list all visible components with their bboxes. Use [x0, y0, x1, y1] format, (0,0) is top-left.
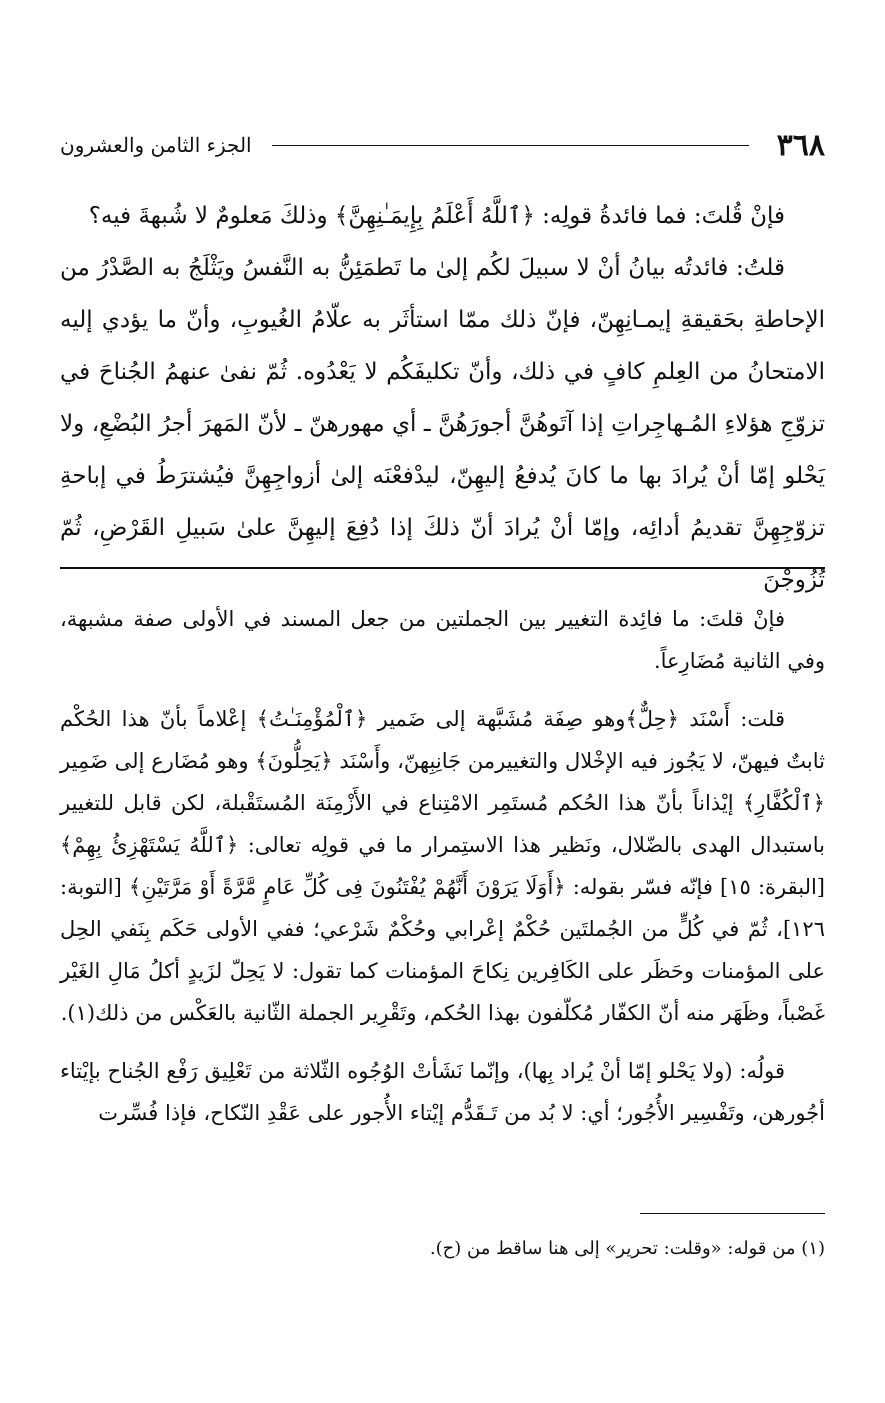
header-rule [272, 145, 749, 146]
commentary-paragraph-answer: قلت: أَسْنَد ﴿حِلٌّ﴾وهو صِفَة مُشَبَّهة إلى ضَمير ﴿ٱلْمُؤْمِنَـٰتُ﴾ إعْلاماً بأنّ هذا الحُكْم ثابتٌ فيهنّ، لا يَجُوز فيه الإخْلال والتغييرمن جَانِبِهنّ، وأَسْنَد ﴿يَحِلُّونَ﴾ وهو مُضَارع إلى ضَمِير ﴿ٱلْكُفَّارِ﴾ إيْذاناً بأنّ هذا الحُكم مُستَمِر الامْتِناع في الأَزْمِنَة المُستَقْبلة، لكن قابل للتغيير باستبدال الهدى بالضّلال، ونَظير هذا الاستِمرار ما في قولِه تعالى: ﴿ٱللَّهُ يَسْتَهْزِئُ بِهِمْ﴾ [البقرة: ١٥] فإنّه فسّر بقوله: ﴿أَوَلَا يَرَوْنَ أَنَّهُمْ يُفْتَنُونَ فِى كُلِّ عَامٍ مَّرَّةً أَوْ مَرَّتَيْنِ﴾ [التوبة: ١٢٦]، ثُمّ في كُلٍّ من الجُملتَين حُكْمٌ إعْرابي وحُكْمٌ شَرْعي؛ ففي الأولى حَكَم بِنَفي الحِل على المؤمنات وحَظَر على الكَافِرين نِكاحَ المؤمنات كما تقول: لا يَحِلّ لزَيدٍ أكلُ مَالِ الغَيْر غَصْباً، وظَهَر منه أنّ الكفّار مُكلّفون بهذا الحُكم، وتَقْرِير الجملة الثّانية بالعَكْس من ذلك(١). [60, 707, 825, 1025]
page-number: ٣٦٨ [776, 127, 825, 163]
main-paragraph-answer: قلتُ: فائدتُه بيانُ أنْ لا سبيلَ لكُم إلىٰ ما تَطمَئِنُّ به النَّفسُ ويَثْلَجُ به الصَّدْرُ من الإحاطةِ بحَقيقةِ إيمـانِهِنّ، فإنّ ذلك ممّا استأثَر به علّامُ الغُيوبِ، وأنّ ما يؤدي إليه الامتحانُ من العِلمِ كافٍ في ذلك، وأنّ تكليفَكُم لا يَعْدُوه. ثُمّ نفىٰ عنهمُ الجُناحَ في تزوّجِ هؤلاءِ المُـهاجِراتِ إذا آتَوهُنَّ أجورَهُنَّ ـ أي مهورهنّ ـ لأنّ المَهرَ أجرُ البُضْعِ، ولا يَحْلو إمّا أنْ يُرادَ بها ما كانَ يُدفعُ إليهِنّ، ليدْفعْنَه إلىٰ أزواجِهِنَّ فيُشترَطُ في إباحةِ تزوّجِهِنَّ تقديمُ أدائِه، وإمّا أنْ يُرادَ أنّ ذلكَ إذا دُفِعَ إليهِنَّ علىٰ سَبيلِ القَرْضِ، ثُمّ تُزُوجْنَ [60, 255, 825, 593]
main-text [60, 190, 825, 606]
main-paragraph-question: فإنْ قُلتَ: فما فائدةُ قولِه: ﴿ٱللَّهُ أَعْلَمُ بِإِيمَـٰنِهِنَّ﴾ وذلكَ مَعلومٌ لا شُبهةَ فيه؟ [88, 203, 785, 229]
footnote-divider [640, 1213, 825, 1214]
footnote: (١) من قوله: «وقلت: تحرير» إلى هنا ساقط من (ح). [429, 1238, 825, 1259]
commentary-paragraph-note: قولُه: (ولا يَحْلو إمّا أنْ يُراد بِها)، وإنّما نَشَأتْ الوُجُوه الثّلاثة من تَعْلِيق رَفْع الجُناح بإيْتاء أجُورهن، وتَفْسِير الأُجُور؛ أي: لا بُد من تَـقَدُّم إيْتاء الأُجور على عَقْدِ النّكاح، فإذا فُسِّرت [60, 1059, 825, 1125]
commentary-paragraph-question: فإنْ قلتَ: ما فائِدة التغيير بين الجملتين من جعل المسند في الأولى صفة مشبهة، وفي الثانية مُضَارِعاً. [60, 607, 825, 673]
main-commentary-divider [60, 567, 825, 569]
running-title: الجزء الثامن والعشرون [60, 133, 252, 157]
commentary-text [60, 598, 825, 1134]
page-header [60, 120, 825, 170]
